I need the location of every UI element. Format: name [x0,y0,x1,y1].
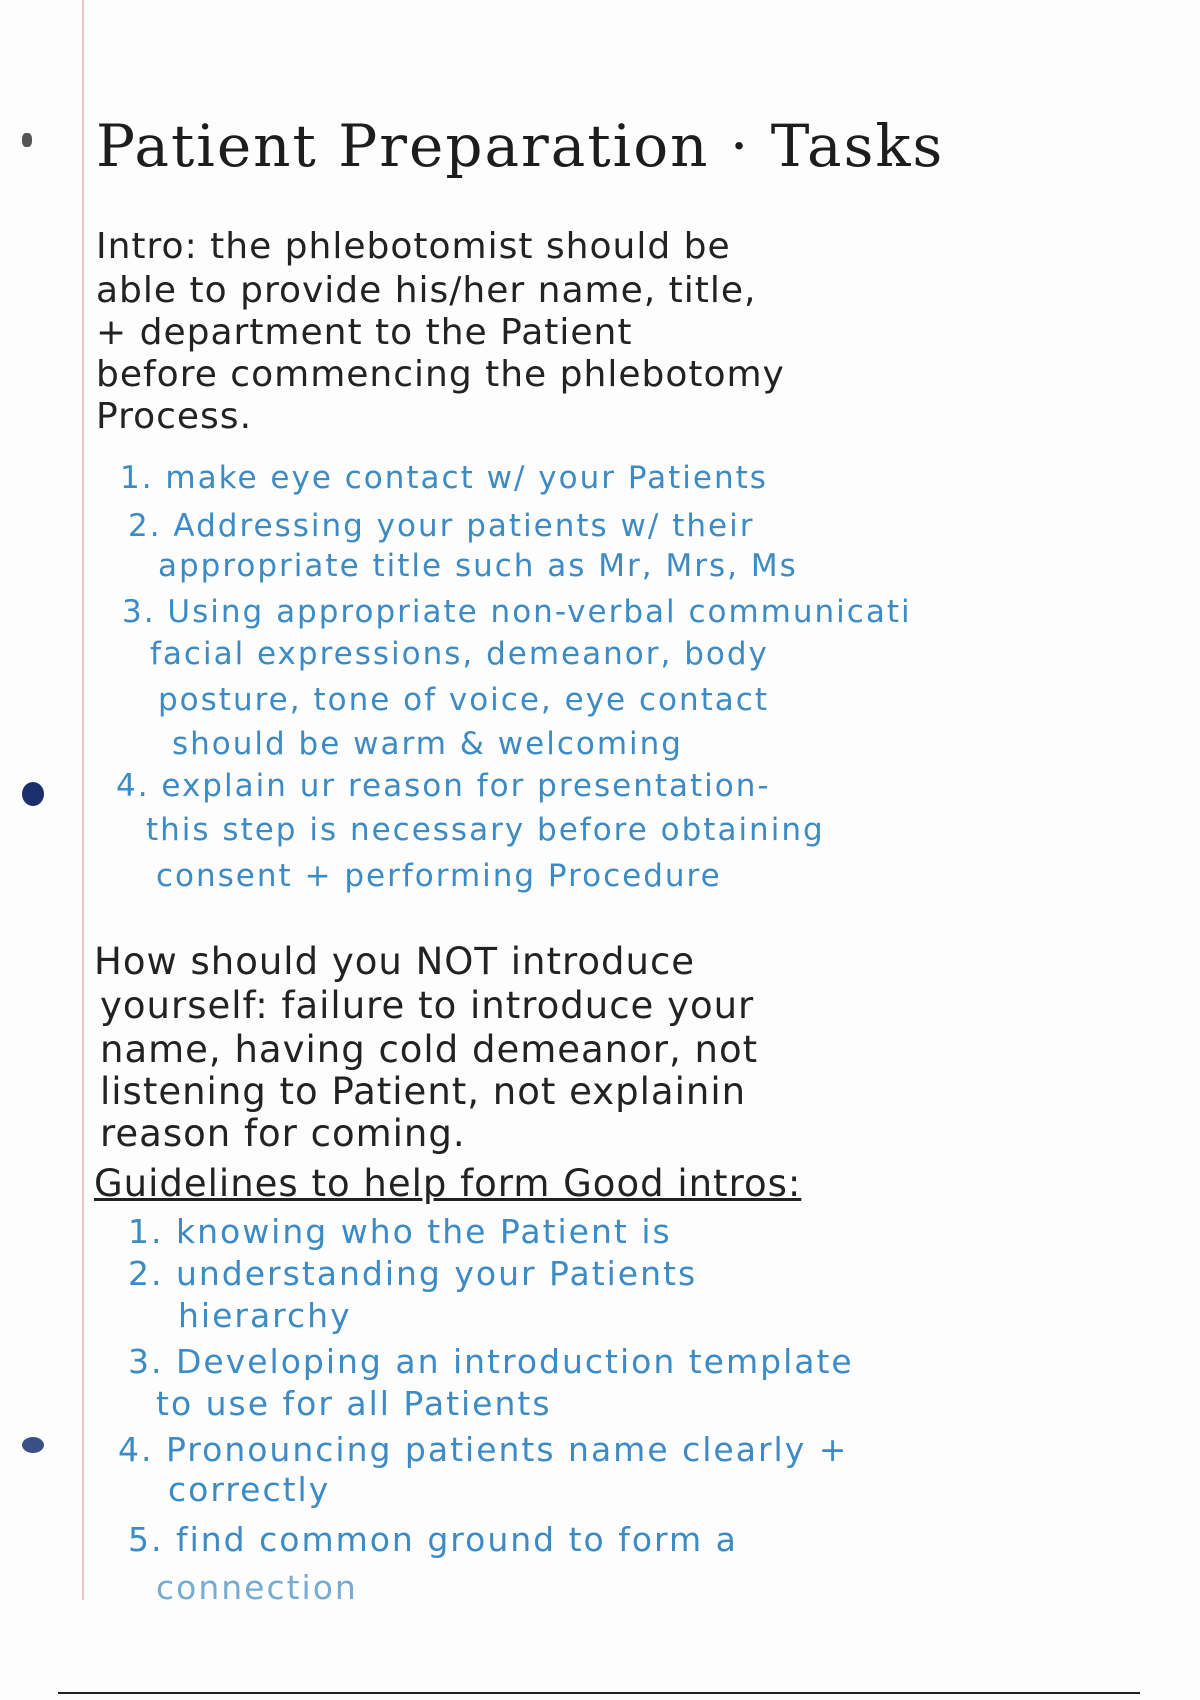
step-line: this step is necessary before obtaining [146,812,825,848]
guideline-line: 5. find common ground to form a [128,1520,738,1559]
intro-line: Process. [96,396,253,437]
guideline-line: 2. understanding your Patients [128,1254,698,1293]
step-line: consent + performing Procedure [156,858,722,894]
binder-hole [22,1437,44,1453]
binder-hole [22,782,44,806]
intro-line: able to provide his/her name, title, [96,270,757,311]
step-line: 2. Addressing your patients w/ their [128,508,755,544]
guideline-line: to use for all Patients [156,1384,552,1423]
step-line: 3. Using appropriate non-verbal communicati [122,594,912,630]
step-line: 1. make eye contact w/ your Patients [120,460,768,496]
guideline-line: connection [156,1568,358,1607]
guideline-line: hierarchy [178,1296,352,1335]
how-line: reason for coming. [100,1112,466,1155]
guideline-line: 1. knowing who the Patient is [128,1212,672,1251]
how-line: yourself: failure to introduce your [100,984,755,1027]
how-line: How should you NOT introduce [94,940,696,983]
step-line: should be warm & welcoming [172,726,683,762]
guideline-line: 4. Pronouncing patients name clearly + [118,1430,849,1469]
step-line: appropriate title such as Mr, Mrs, Ms [158,548,798,584]
binder-hole [22,133,32,147]
step-line: 4. explain ur reason for presentation- [116,768,771,804]
intro-line: Intro: the phlebotomist should be [96,226,731,267]
guideline-line: 3. Developing an introduction template [128,1342,854,1381]
margin-line [82,0,84,1600]
guideline-line: correctly [168,1470,331,1509]
guidelines-heading: Guidelines to help form Good intros: [94,1162,802,1205]
how-line: name, having cold demeanor, not [100,1028,759,1071]
step-line: facial expressions, demeanor, body [150,636,769,672]
page-title: Patient Preparation · Tasks [96,112,945,180]
step-line: posture, tone of voice, eye contact [158,682,769,718]
bottom-rule [58,1692,1140,1694]
intro-line: before commencing the phlebotomy [96,354,785,395]
how-line: listening to Patient, not explainin [100,1070,747,1113]
intro-line: + department to the Patient [96,312,633,353]
